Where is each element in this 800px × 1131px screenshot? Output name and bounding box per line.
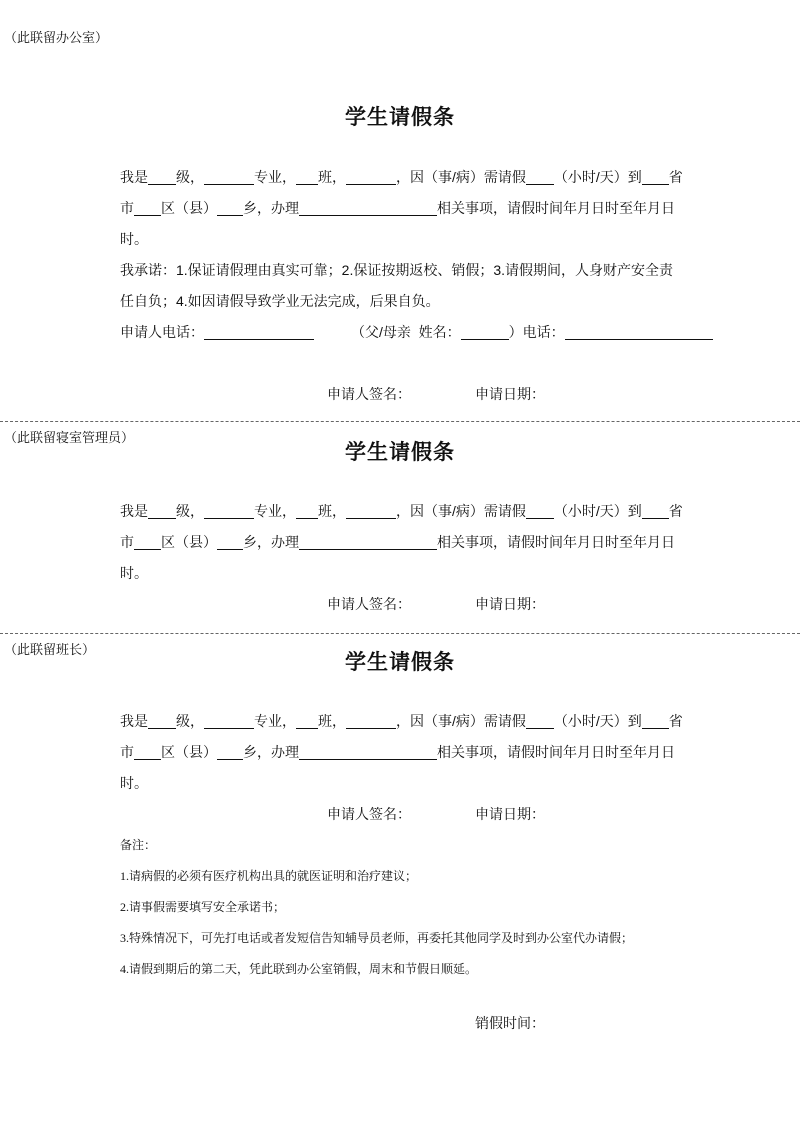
pledge-text: 任自负；4.如因请假导致学业无法完成，后果自负。 bbox=[120, 293, 440, 309]
duration-blank bbox=[526, 715, 554, 729]
copy-label: （此联留办公室） bbox=[4, 30, 109, 45]
form-body bbox=[120, 162, 682, 410]
form-text: 级， bbox=[176, 713, 204, 729]
form-line-1 bbox=[120, 496, 682, 527]
form-text: ，因（事/病）需请假 bbox=[396, 169, 526, 185]
form-title: 学生请假条 bbox=[345, 441, 455, 464]
name-blank bbox=[346, 171, 396, 185]
application-date-label: 申请日期： bbox=[475, 386, 545, 402]
province-blank bbox=[642, 505, 669, 519]
contact-line bbox=[120, 317, 682, 348]
class-blank bbox=[296, 715, 318, 729]
parent-phone-blank bbox=[565, 326, 713, 340]
form-body bbox=[120, 496, 682, 620]
form-text: 相关事项，请假时间年月日时至年月日 bbox=[437, 534, 675, 550]
form-text: 级， bbox=[176, 503, 204, 519]
parent-phone-label: ）电话： bbox=[508, 324, 565, 340]
form-text: 省 bbox=[668, 713, 683, 729]
form-line-3 bbox=[120, 224, 682, 255]
form-body bbox=[120, 706, 682, 985]
grade-blank bbox=[148, 171, 176, 185]
form-text: 乡，办理 bbox=[243, 534, 299, 550]
application-date-label: 申请日期： bbox=[475, 806, 545, 822]
form-text: 市 bbox=[120, 534, 134, 550]
class-blank bbox=[296, 505, 318, 519]
applicant-phone-label: 申请人电话： bbox=[120, 324, 204, 340]
form-text: 相关事项，请假时间年月日时至年月日 bbox=[437, 200, 675, 216]
note-item: 3.特殊情况下，可先打电话或者发短信告知辅导员老师，再委托其他同学及时到办公室代办请假； bbox=[120, 931, 634, 945]
form-text: 区（县） bbox=[161, 200, 217, 216]
form-text: 时。 bbox=[120, 775, 148, 791]
note-item: 1.请病假的必须有医疗机构出具的就医证明和治疗建议； bbox=[120, 869, 418, 883]
form-text: 乡，办理 bbox=[243, 744, 299, 760]
form-text: 省 bbox=[668, 169, 683, 185]
form-text: （小时/天）到 bbox=[553, 169, 642, 185]
township-blank bbox=[217, 746, 243, 760]
form-text: 时。 bbox=[120, 565, 148, 581]
applicant-signature-label: 申请人签名： bbox=[327, 596, 411, 612]
form-text: 区（县） bbox=[161, 744, 217, 760]
city-blank bbox=[134, 746, 161, 760]
major-blank bbox=[204, 171, 254, 185]
form-text: 班， bbox=[318, 713, 346, 729]
form-text: 班， bbox=[318, 503, 346, 519]
form-text: 专业， bbox=[254, 169, 296, 185]
parent-name-label: （父/母亲 姓名： bbox=[351, 324, 461, 340]
duration-blank bbox=[526, 171, 554, 185]
form-text: 市 bbox=[120, 200, 134, 216]
form-text: （小时/天）到 bbox=[553, 713, 642, 729]
form-text: 乡，办理 bbox=[243, 200, 299, 216]
form-title: 学生请假条 bbox=[345, 106, 455, 129]
form-text: 省 bbox=[668, 503, 683, 519]
form-text: （小时/天）到 bbox=[553, 503, 642, 519]
form-line-3 bbox=[120, 558, 682, 589]
city-blank bbox=[134, 202, 161, 216]
cancellation-time-label: 销假时间： bbox=[475, 1015, 545, 1031]
copy-label: （此联留寝室管理员） bbox=[4, 430, 135, 445]
major-blank bbox=[204, 505, 254, 519]
note-item: 2.请事假需要填写安全承诺书； bbox=[120, 900, 286, 914]
signature-line bbox=[120, 589, 682, 620]
form-text: 我是 bbox=[120, 169, 148, 185]
major-blank bbox=[204, 715, 254, 729]
name-blank bbox=[346, 505, 396, 519]
form-title: 学生请假条 bbox=[345, 651, 455, 674]
form-text: ，因（事/病）需请假 bbox=[396, 503, 526, 519]
copy-label: （此联留班长） bbox=[4, 642, 96, 657]
pledge-line-1 bbox=[120, 255, 682, 286]
grade-blank bbox=[148, 505, 176, 519]
province-blank bbox=[642, 715, 669, 729]
applicant-signature-label: 申请人签名： bbox=[327, 386, 411, 402]
applicant-signature-label: 申请人签名： bbox=[327, 806, 411, 822]
form-line-1 bbox=[120, 162, 682, 193]
form-text: 班， bbox=[318, 169, 346, 185]
form-text: 市 bbox=[120, 744, 134, 760]
township-blank bbox=[217, 202, 243, 216]
form-text: 我是 bbox=[120, 503, 148, 519]
matter-blank bbox=[299, 536, 437, 550]
signature-line bbox=[120, 799, 682, 830]
form-text: 时。 bbox=[120, 231, 148, 247]
form-text: 我是 bbox=[120, 713, 148, 729]
form-text: ，因（事/病）需请假 bbox=[396, 713, 526, 729]
signature-line bbox=[120, 379, 682, 410]
form-text: 区（县） bbox=[161, 534, 217, 550]
form-text: 相关事项，请假时间年月日时至年月日 bbox=[437, 744, 675, 760]
form-line-2 bbox=[120, 737, 682, 768]
form-text: 专业， bbox=[254, 713, 296, 729]
spacer bbox=[120, 348, 682, 379]
form-line-2 bbox=[120, 193, 682, 224]
grade-blank bbox=[148, 715, 176, 729]
form-line-3 bbox=[120, 768, 682, 799]
note-item: 4.请假到期后的第二天，凭此联到办公室销假，周末和节假日顺延。 bbox=[120, 962, 478, 976]
form-line-1 bbox=[120, 706, 682, 737]
applicant-phone-blank bbox=[204, 326, 314, 340]
application-date-label: 申请日期： bbox=[475, 596, 545, 612]
form-line-2 bbox=[120, 527, 682, 558]
province-blank bbox=[642, 171, 669, 185]
notes-heading: 备注： bbox=[120, 838, 157, 852]
city-blank bbox=[134, 536, 161, 550]
parent-name-blank bbox=[461, 326, 509, 340]
pledge-text: 我承诺：1.保证请假理由真实可靠；2.保证按期返校、销假；3.请假期间，人身财产安全责 bbox=[120, 262, 674, 278]
cut-line bbox=[0, 421, 800, 422]
matter-blank bbox=[299, 202, 437, 216]
class-blank bbox=[296, 171, 318, 185]
cut-line bbox=[0, 633, 800, 634]
form-text: 级， bbox=[176, 169, 204, 185]
form-text: 专业， bbox=[254, 503, 296, 519]
pledge-line-2 bbox=[120, 286, 682, 317]
township-blank bbox=[217, 536, 243, 550]
duration-blank bbox=[526, 505, 554, 519]
matter-blank bbox=[299, 746, 437, 760]
name-blank bbox=[346, 715, 396, 729]
